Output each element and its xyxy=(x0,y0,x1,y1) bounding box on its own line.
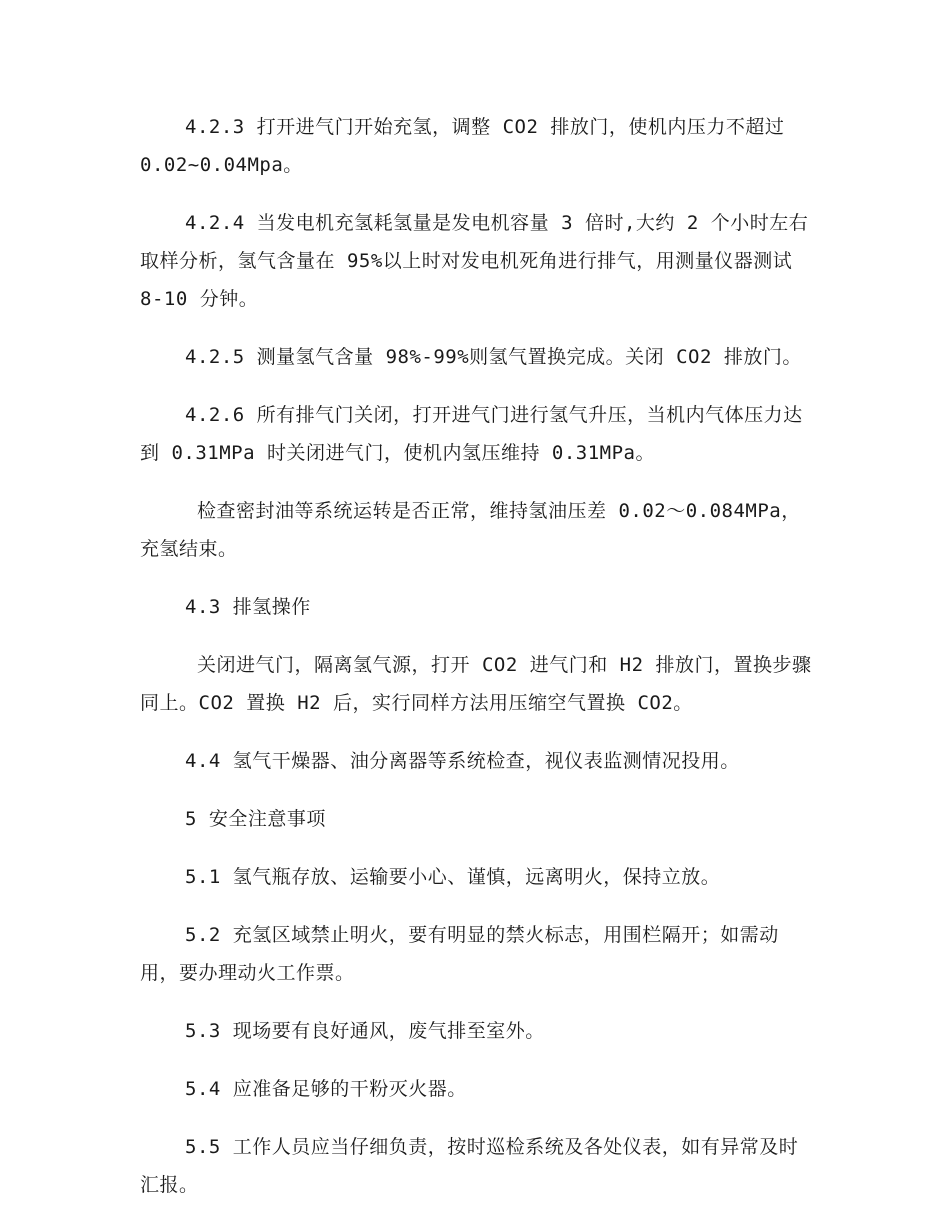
paragraph-4-2-3: 4.2.3 打开进气门开始充氢，调整 CO2 排放门，使机内压力不超过 0.02~0.04Mpa。 xyxy=(140,116,797,176)
paragraph-4-4: 4.4 氢气干燥器、油分离器等系统检查，视仪表监测情况投用。 xyxy=(185,750,740,772)
paragraph-4-2-5: 4.2.5 测量氢气含量 98%-99%则氢气置换完成。关闭 CO2 排放门。 xyxy=(185,346,802,368)
paragraph-4-2-6: 4.2.6 所有排气门关闭，打开进气门进行氢气升压，当机内气体压力达到 0.31MPa 时关闭进气门，使机内氢压维持 0.31MPa。 xyxy=(140,404,803,464)
paragraph-5-5: 5.5 工作人员应当仔细负责，按时巡检系统及各处仪表，如有异常及时汇报。 xyxy=(140,1136,799,1196)
paragraph-5-2: 5.2 充氢区域禁止明火，要有明显的禁火标志，用围栏隔开；如需动用，要办理动火工作票。 xyxy=(140,924,779,984)
paragraph-5-4: 5.4 应准备足够的干粉灭火器。 xyxy=(185,1078,467,1100)
heading-4-3: 4.3 排氢操作 xyxy=(185,596,311,618)
heading-5: 5 安全注意事项 xyxy=(185,808,326,830)
document-page xyxy=(140,108,812,1224)
paragraph-seal-oil-check: 检查密封油等系统运转是否正常，维持氢油压差 0.02～0.084MPa，充氢结束。 xyxy=(140,500,801,560)
paragraph-5-3: 5.3 现场要有良好通风，废气排至室外。 xyxy=(185,1020,545,1042)
paragraph-5-1: 5.1 氢气瓶存放、运输要小心、谨慎，远离明火，保持立放。 xyxy=(185,866,721,888)
paragraph-4-2-4: 4.2.4 当发电机充氢耗氢量是发电机容量 3 倍时,大约 2 个小时左右取样分析，氢气含量在 95%以上时对发电机死角进行排气，用测量仪器测试 8-10 分钟。 xyxy=(140,212,809,310)
paragraph-hydrogen-discharge: 关闭进气门，隔离氢气源，打开 CO2 进气门和 H2 排放门，置换步骤同上。CO2 置换 H2 后，实行同样方法用压缩空气置换 CO2。 xyxy=(140,654,812,714)
